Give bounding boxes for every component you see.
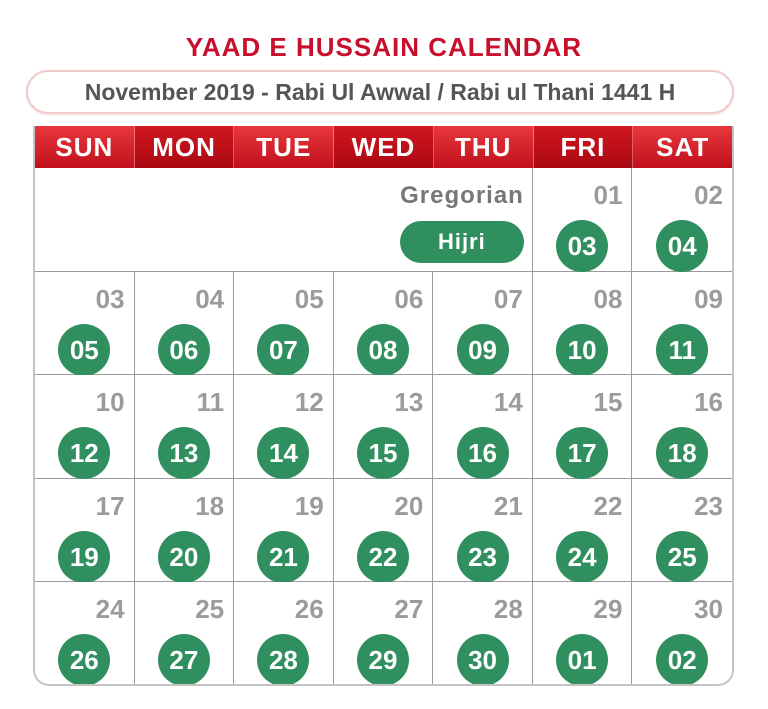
hijri-date-badge: 29 xyxy=(357,634,409,686)
day-cell[interactable] xyxy=(35,272,135,376)
gregorian-date: 19 xyxy=(294,490,324,521)
day-cell[interactable] xyxy=(234,479,334,583)
hijri-date-badge: 21 xyxy=(257,531,309,583)
hijri-date-badge: 28 xyxy=(257,634,309,686)
calendar-grid xyxy=(33,126,734,686)
weekday-wed: WED xyxy=(334,126,434,168)
gregorian-date: 07 xyxy=(493,283,523,314)
gregorian-date: 02 xyxy=(694,180,723,210)
gregorian-date: 05 xyxy=(294,283,324,314)
day-cell[interactable] xyxy=(334,582,434,686)
gregorian-date: 13 xyxy=(394,387,424,418)
gregorian-date: 22 xyxy=(593,490,623,521)
gregorian-date: 15 xyxy=(593,387,623,418)
hijri-date-badge: 06 xyxy=(158,324,210,376)
gregorian-date: 28 xyxy=(493,594,523,625)
days-grid xyxy=(35,168,732,686)
day-cell[interactable] xyxy=(632,375,732,479)
hijri-date-badge: 25 xyxy=(656,531,708,583)
day-cell[interactable] xyxy=(35,375,135,479)
day-cell[interactable] xyxy=(533,272,633,376)
day-cell[interactable] xyxy=(35,479,135,583)
day-cell[interactable] xyxy=(533,375,633,479)
day-cell[interactable] xyxy=(632,479,732,583)
gregorian-date: 17 xyxy=(95,490,125,521)
hijri-date-badge: 20 xyxy=(158,531,210,583)
gregorian-date: 09 xyxy=(694,283,723,314)
gregorian-date: 03 xyxy=(95,283,125,314)
day-cell[interactable] xyxy=(632,582,732,686)
day-cell[interactable] xyxy=(334,272,434,376)
hijri-date-badge: 08 xyxy=(357,324,409,376)
gregorian-date: 06 xyxy=(394,283,424,314)
hijri-date-badge: 24 xyxy=(556,531,608,583)
hijri-date-badge: 14 xyxy=(257,427,309,479)
day-cell[interactable] xyxy=(533,479,633,583)
day-cell[interactable] xyxy=(433,479,533,583)
day-cell[interactable] xyxy=(234,582,334,686)
hijri-date-badge: 05 xyxy=(58,324,110,376)
weekday-mon: MON xyxy=(135,126,235,168)
gregorian-date: 29 xyxy=(593,594,623,625)
gregorian-date: 14 xyxy=(493,387,523,418)
gregorian-date: 27 xyxy=(394,594,424,625)
hijri-date-badge: 10 xyxy=(556,324,608,376)
gregorian-date: 01 xyxy=(593,180,623,210)
legend-gregorian: Gregorian xyxy=(400,182,524,209)
gregorian-date: 25 xyxy=(195,594,225,625)
hijri-date-badge: 12 xyxy=(58,427,110,479)
day-cell[interactable] xyxy=(135,375,235,479)
legend-hijri: Hijri xyxy=(400,221,524,263)
gregorian-date: 12 xyxy=(294,387,324,418)
hijri-date-badge: 04 xyxy=(656,220,708,272)
day-cell[interactable] xyxy=(533,582,633,686)
month-subtitle: November 2019 - Rabi Ul Awwal / Rabi ul Thani 1441 H xyxy=(26,70,734,114)
hijri-date-badge: 09 xyxy=(457,324,509,376)
gregorian-date: 30 xyxy=(694,594,723,625)
day-cell[interactable] xyxy=(433,375,533,479)
day-cell[interactable] xyxy=(135,582,235,686)
hijri-date-badge: 03 xyxy=(556,220,608,272)
gregorian-date: 04 xyxy=(195,283,225,314)
day-cell[interactable] xyxy=(234,272,334,376)
hijri-date-badge: 16 xyxy=(457,427,509,479)
gregorian-date: 11 xyxy=(196,387,225,418)
day-cell[interactable] xyxy=(433,582,533,686)
hijri-date-badge: 07 xyxy=(257,324,309,376)
hijri-date-badge: 17 xyxy=(556,427,608,479)
day-cell[interactable] xyxy=(234,375,334,479)
hijri-date-badge: 02 xyxy=(656,634,708,686)
day-cell[interactable] xyxy=(334,375,434,479)
day-cell[interactable] xyxy=(334,479,434,583)
hijri-date-badge: 27 xyxy=(158,634,210,686)
weekday-tue: TUE xyxy=(234,126,334,168)
weekday-header xyxy=(35,126,732,168)
hijri-date-badge: 11 xyxy=(656,324,708,376)
gregorian-date: 20 xyxy=(394,490,424,521)
gregorian-date: 18 xyxy=(195,490,225,521)
gregorian-date: 26 xyxy=(294,594,324,625)
gregorian-date: 08 xyxy=(593,283,623,314)
day-cell[interactable] xyxy=(632,272,732,376)
day-cell[interactable] xyxy=(35,582,135,686)
gregorian-date: 23 xyxy=(694,490,723,521)
hijri-date-badge: 19 xyxy=(58,531,110,583)
hijri-date-badge: 18 xyxy=(656,427,708,479)
weekday-sun: SUN xyxy=(35,126,135,168)
hijri-date-badge: 30 xyxy=(457,634,509,686)
weekday-thu: THU xyxy=(434,126,534,168)
hijri-date-badge: 01 xyxy=(556,634,608,686)
legend-cell xyxy=(35,168,533,272)
gregorian-date: 24 xyxy=(95,594,125,625)
gregorian-date: 21 xyxy=(493,490,523,521)
day-cell[interactable] xyxy=(632,168,732,272)
hijri-date-badge: 13 xyxy=(158,427,210,479)
hijri-date-badge: 23 xyxy=(457,531,509,583)
hijri-date-badge: 26 xyxy=(58,634,110,686)
day-cell[interactable] xyxy=(533,168,633,272)
gregorian-date: 10 xyxy=(95,387,125,418)
calendar-title: YAAD E HUSSAIN CALENDAR xyxy=(185,32,583,62)
hijri-date-badge: 15 xyxy=(357,427,409,479)
day-cell[interactable] xyxy=(135,272,235,376)
weekday-fri: FRI xyxy=(534,126,634,168)
day-cell[interactable] xyxy=(433,272,533,376)
hijri-date-badge: 22 xyxy=(357,531,409,583)
day-cell[interactable] xyxy=(135,479,235,583)
weekday-sat: SAT xyxy=(633,126,732,168)
gregorian-date: 16 xyxy=(694,387,723,418)
